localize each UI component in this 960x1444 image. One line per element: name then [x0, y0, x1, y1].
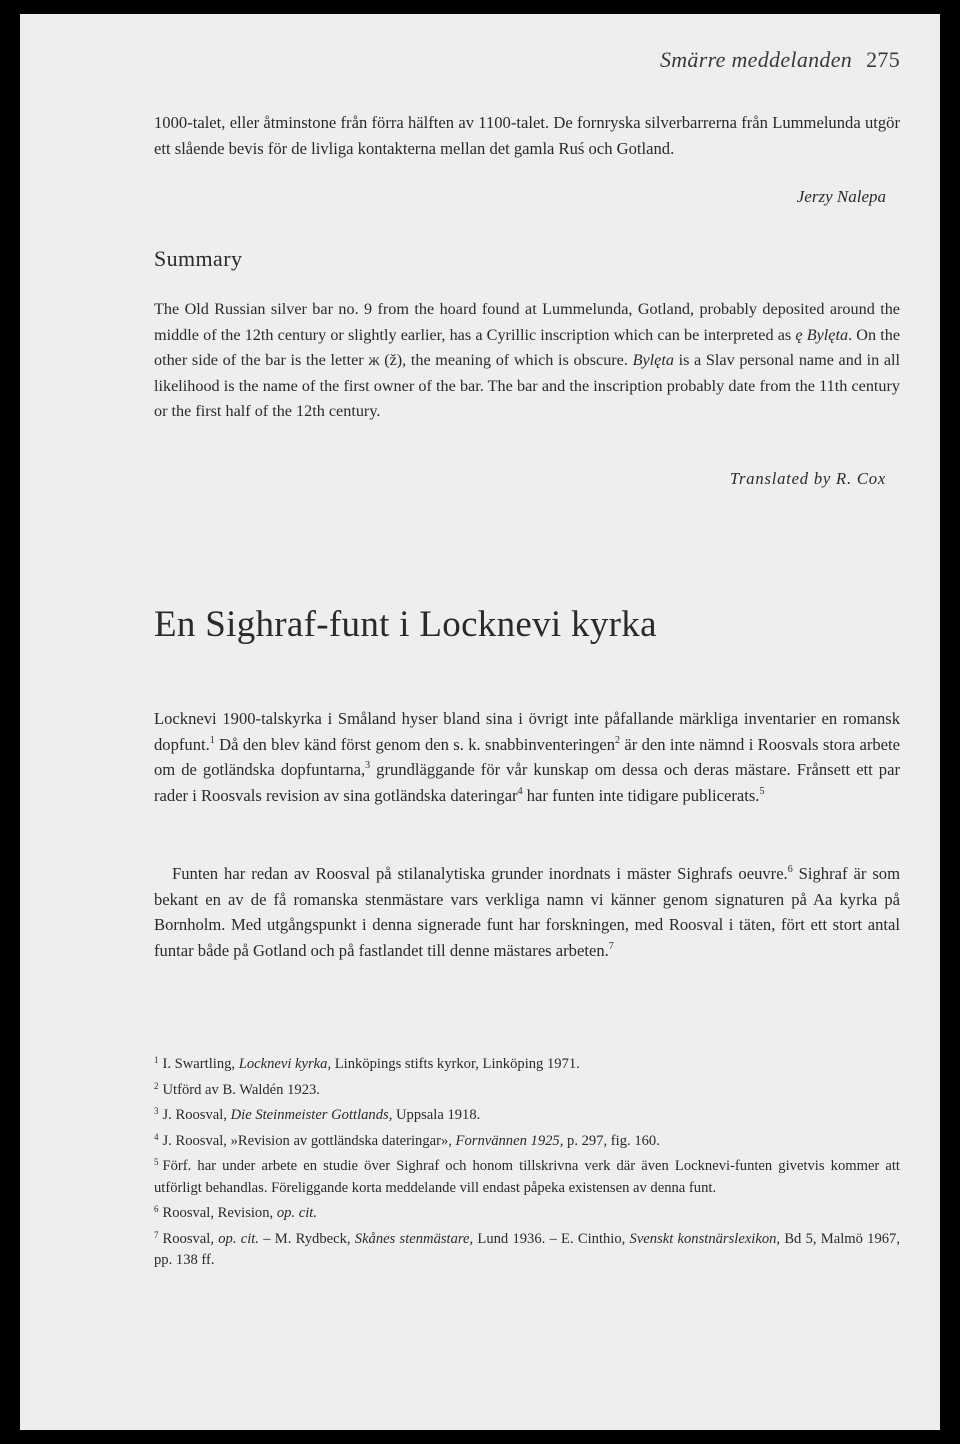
footnote-ref[interactable]: 6: [787, 864, 793, 875]
footnote-ref[interactable]: 3: [365, 760, 371, 771]
page: [20, 14, 940, 1430]
running-title: Smärre meddelanden: [659, 47, 853, 72]
running-header: [660, 47, 900, 73]
footnote-item: $^1$ I. Swartling, Locknevi kyrka, Linköpings stifts kyrkor, Linköping 1971.: [154, 1055, 580, 1072]
footnotes: [154, 1050, 900, 1272]
article-title: En Sighraf-funt i Locknevi kyrka: [154, 604, 657, 645]
article-paragraph-2: Funten har redan av Roosval på stilanalytiska grunder inordnats i mäster Sighrafs oeuvre.$^6$ Sighraf är som bekant en av de få romanska stenmästare vars verkliga namn vi känner genom signaturen på Aa kyrka på Bornholm. Med utgångspunkt i denna signerade funt har forskningen, med Roosval i täten, fört ett stort antal funtar både på Gotland och på fastlandet till denne mästares arbeten.$^7$: [154, 864, 900, 960]
footnote-ref[interactable]: 7: [608, 940, 614, 952]
footnote-ref[interactable]: 4: [517, 785, 523, 797]
footnote-ref[interactable]: 1: [209, 734, 215, 746]
page-number: 275: [866, 47, 900, 72]
footnote-item: $^2$ Utförd av B. Waldén 1923.: [154, 1080, 320, 1098]
translator-credit: Translated by R. Cox: [729, 469, 886, 488]
footnote-ref[interactable]: 5: [759, 785, 765, 797]
summary-paragraph: The Old Russian silver bar no. 9 from the hoard found at Lummelunda, Gotland, probably deposited around the middle of the 12th century or slightly earlier, has a Cyrillic inscription which can be interpreted as ę Bylęta. On the other side of the bar is the letter ж (ž), the meaning of which is obscure. Bylęta is a Slav personal name and in all likelihood is the name of the first owner of the bar. The bar and the inscription probably date from the 11th century or the first half of the 12th century.: [154, 300, 901, 420]
intro-paragraph: 1000-talet, eller åtminstone från förra hälften av 1100-talet. De fornryska silverbarrerna från Lummelunda utgör ett slående bevis för de livliga kontakterna mellan det gamla Ruś och Gotland.: [154, 113, 900, 158]
footnote-item: $^3$ J. Roosval, Die Steinmeister Gottlands, Uppsala 1918.: [154, 1106, 481, 1123]
footnote-item: $^4$ J. Roosval, »Revision av gottländska dateringar», Fornvännen 1925, p. 297, fig. 160.: [154, 1131, 660, 1149]
footnote-item: $^5$ Förf. har under arbete en studie över Sighraf och honom tillskrivna verk där även Locknevi-funten givetvis kommer att utförligt behandlas. Föreliggande korta meddelande vill endast påpeka existensen av denna funt.: [154, 1157, 900, 1196]
inscription-text: ę Bylęta: [795, 325, 849, 344]
article-paragraph-1: Locknevi 1900-talskyrka i Småland hyser bland sina i övrigt inte påfallande märkliga inventarier en romansk dopfunt.$^1$ Då den blev känd först genom den s. k. snabbinventeringen$^2$ är den inte nämnd i Roosvals stora arbete om de gotländska dopfuntarna,$^3$ grundläggande för vår kunskap om dessa och deras mästare. Frånsett ett par rader i Roosvals revision av sina gotländska dateringar$^4$ har funten inte tidigare publicerats.$^5$: [154, 709, 901, 805]
footnote-ref[interactable]: 2: [615, 734, 621, 746]
author-signature: Jerzy Nalepa: [796, 187, 886, 206]
summary-heading: Summary: [154, 246, 243, 271]
personal-name: Bylęta: [632, 351, 674, 369]
footnote-item: $^7$ Roosval, op. cit. – M. Rydbeck, Skånes stenmästare, Lund 1936. – E. Cinthio, Svenskt konstnärslexikon, Bd 5, Malmö 1967, pp. 138 ff.: [154, 1229, 900, 1268]
footnote-item: $^6$ Roosval, Revision, op. cit.: [154, 1204, 317, 1221]
